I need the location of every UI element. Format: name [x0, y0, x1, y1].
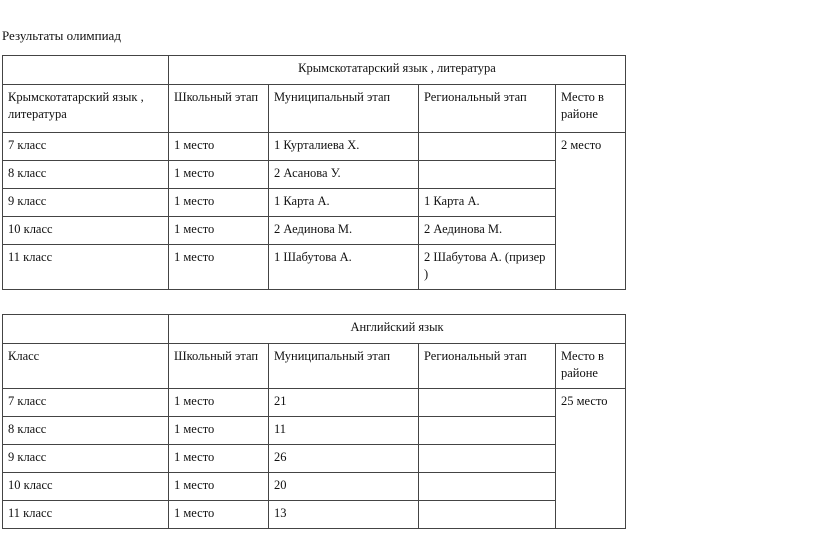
school-stage-cell: 1 место	[169, 501, 269, 529]
regional-stage-cell: 2 Шабутова А. (призер )	[419, 245, 556, 290]
empty-cell	[3, 315, 169, 344]
header-row	[3, 85, 626, 133]
table-row	[3, 189, 626, 217]
municipal-stage-cell: 26	[269, 445, 419, 473]
district-place-cell: 2 место	[556, 133, 626, 290]
regional-stage-cell	[419, 389, 556, 417]
school-stage-cell: 1 место	[169, 161, 269, 189]
district-place-cell: 25 место	[556, 389, 626, 529]
municipal-stage-cell: 1 Шабутова А.	[269, 245, 419, 290]
municipal-stage-cell: 2 Асанова У.	[269, 161, 419, 189]
class-cell: 11 класс	[3, 245, 169, 290]
results-table-crimean-tatar	[2, 55, 626, 290]
header-cell: Школьный этап	[169, 85, 269, 133]
header-cell: Место в районе	[556, 85, 626, 133]
header-cell: Муниципальный этап	[269, 344, 419, 389]
header-cell: Региональный этап	[419, 344, 556, 389]
school-stage-cell: 1 место	[169, 189, 269, 217]
municipal-stage-cell: 2 Аединова М.	[269, 217, 419, 245]
table-row	[3, 389, 626, 417]
school-stage-cell: 1 место	[169, 245, 269, 290]
regional-stage-cell	[419, 133, 556, 161]
table-row	[3, 417, 626, 445]
table-row	[3, 445, 626, 473]
school-stage-cell: 1 место	[169, 217, 269, 245]
class-cell: 7 класс	[3, 389, 169, 417]
results-table-english	[2, 314, 626, 529]
school-stage-cell: 1 место	[169, 473, 269, 501]
municipal-stage-cell: 1 Курталиева Х.	[269, 133, 419, 161]
header-cell: Региональный этап	[419, 85, 556, 133]
table-row	[3, 133, 626, 161]
subject-row	[3, 56, 626, 85]
table-row	[3, 217, 626, 245]
table-row	[3, 501, 626, 529]
class-cell: 8 класс	[3, 161, 169, 189]
regional-stage-cell: 1 Карта А.	[419, 189, 556, 217]
table-row	[3, 245, 626, 290]
regional-stage-cell	[419, 501, 556, 529]
class-cell: 9 класс	[3, 189, 169, 217]
class-cell: 8 класс	[3, 417, 169, 445]
class-cell: 9 класс	[3, 445, 169, 473]
class-cell: 10 класс	[3, 217, 169, 245]
school-stage-cell: 1 место	[169, 445, 269, 473]
document-title: Результаты олимпиад	[2, 28, 121, 43]
header-cell: Крымскотатарский язык , литература	[3, 85, 169, 133]
class-cell: 10 класс	[3, 473, 169, 501]
school-stage-cell: 1 место	[169, 133, 269, 161]
municipal-stage-cell: 21	[269, 389, 419, 417]
municipal-stage-cell: 11	[269, 417, 419, 445]
table-row	[3, 473, 626, 501]
table-row	[3, 161, 626, 189]
regional-stage-cell	[419, 161, 556, 189]
subject-title: Крымскотатарский язык , литература	[169, 56, 626, 85]
municipal-stage-cell: 1 Карта А.	[269, 189, 419, 217]
header-cell: Муниципальный этап	[269, 85, 419, 133]
empty-cell	[3, 56, 169, 85]
regional-stage-cell	[419, 417, 556, 445]
header-cell: Место в районе	[556, 344, 626, 389]
regional-stage-cell	[419, 473, 556, 501]
school-stage-cell: 1 место	[169, 417, 269, 445]
class-cell: 7 класс	[3, 133, 169, 161]
header-row	[3, 344, 626, 389]
municipal-stage-cell: 20	[269, 473, 419, 501]
header-cell: Класс	[3, 344, 169, 389]
class-cell: 11 класс	[3, 501, 169, 529]
regional-stage-cell: 2 Аединова М.	[419, 217, 556, 245]
subject-row	[3, 315, 626, 344]
subject-title: Английский язык	[169, 315, 626, 344]
regional-stage-cell	[419, 445, 556, 473]
header-cell: Школьный этап	[169, 344, 269, 389]
school-stage-cell: 1 место	[169, 389, 269, 417]
municipal-stage-cell: 13	[269, 501, 419, 529]
